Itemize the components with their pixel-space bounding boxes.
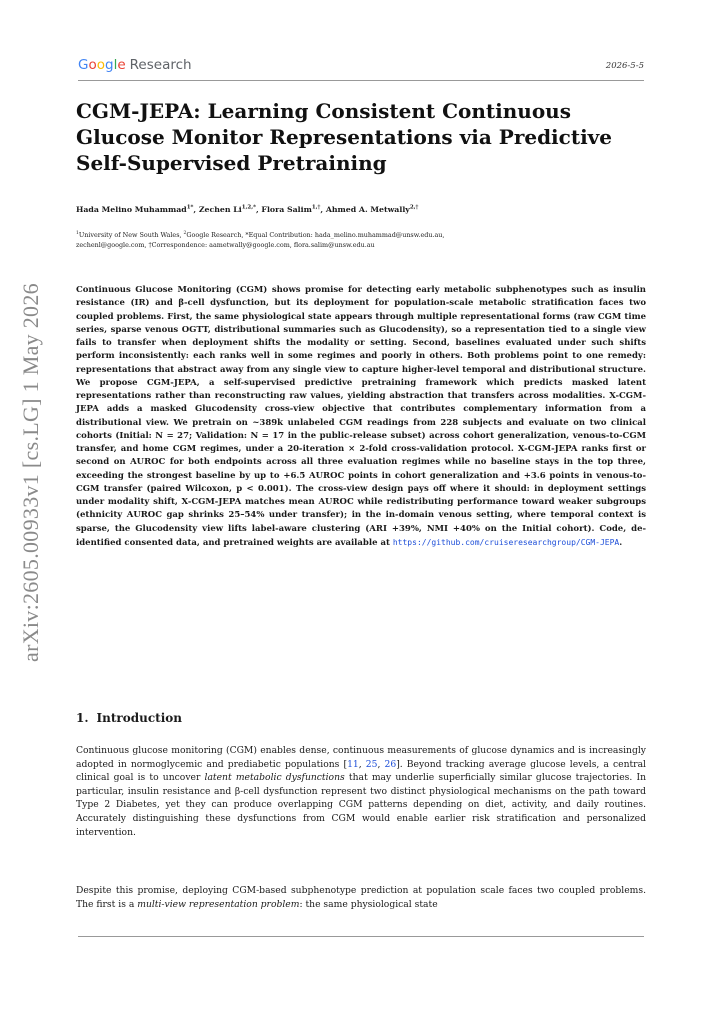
author-name: Ahmed A. Metwally [325, 205, 410, 214]
page-header [78, 55, 644, 79]
author-name: Flora Salim [261, 205, 312, 214]
arxiv-sidebar-stamp: arXiv:2605.00933v1 [cs.LG] 1 May 2026 [18, 283, 43, 662]
abstract: Continuous Glucose Monitoring (CGM) shows promise for detecting early metabolic subphenotypes such as insulin resistance (IR) and β-cell dysfunction, but its deployment for population-scale metabolic stratification faces two coupled problems. First, the same physiological state appears through multiple representational forms (raw CGM time series, sparse venous OGTT, distributional summaries such as Glucodensity), so a representation tied to a single view fails to transfer when deployment shifts the modality or setting. Second, baselines evaluated under such shifts perform inconsistently: each ranks well in some regimes and poorly in others. Both problems point to one remedy: representations that abstract away from any single view to capture higher-level temporal and distributional structure. We propose CGM-JEPA, a self-supervised predictive pretraining framework which predicts masked latent representations rather than reconstructing raw values, yielding abstraction that transfers across modalities. X-CGM-JEPA adds a masked Glucodensity cross-view objective that contributes complementary information from a distributional view. We pretrain on ~389k unlabeled CGM readings from 228 subjects and evaluate on two clinical cohorts (Initial: N = 27; Validation: N = 17 in the public-release subset) across cohort generalization, venous-to-CGM transfer, and home CGM regimes, under a 20-iteration × 2-fold cross-validation protocol. X-CGM-JEPA ranks first or second on AUROC for both endpoints across all three evaluation regimes while no baseline stays in the top three, exceeding the strongest baseline by up to +6.5 AUROC points in cohort generalization and +3.6 points in venous-to-CGM transfer (paired Wilcoxon, p < 0.001). The cross-view design pays off where it should: in deployment settings under modality shift, X-CGM-JEPA matches mean AUROC while redistributing performance toward weaker subgroups (ethnicity AUROC gap shrinks 25–54% under transfer); in the in-domain venous setting, where temporal context is sparse, the Glucodensity view lifts label-aware clustering (ARI +39%, NMI +40% on the Initial cohort). Code, de-identified consented data, and pretrained weights are available at https://github.com/cruiseresearchgroup/CGM-JEPA. [76, 285, 646, 548]
code-link[interactable]: https://github.com/cruiseresearchgroup/CGM-JEPA [392, 537, 620, 547]
author-name: Hada Melino Muhammad [76, 205, 187, 214]
header-rule [78, 80, 644, 81]
section-heading: 1. Introduction [76, 711, 182, 725]
intro-paragraph-2: Despite this promise, deploying CGM-based subphenotype prediction at population scale faces two coupled problems. The first is a multi-view representation problem: the same physiological state [76, 885, 646, 910]
citation-link[interactable]: 25 [365, 758, 378, 770]
google-research-logo: Google Research [78, 57, 192, 73]
publication-date: 2026-5-5 [605, 61, 644, 71]
footer-rule [78, 936, 644, 937]
citation-link[interactable]: 26 [384, 758, 397, 770]
affiliations: $^1$University of New South Wales, $^2$Google Research, *Equal Contribution: hada_melino.muhammad@unsw.edu.au, zechenl@google.com, †Correspondence: aametwally@google.com, flora.salim@unsw.edu.au [76, 230, 445, 249]
author-list: Hada Melino Muhammad$^{1*}$, Zechen $Li^{1,2,*}$, Flora Salim$^{1,\dagger}$, Ahmed A. Metwally$^{2,\dagger}$ [76, 204, 419, 214]
citation-link[interactable]: 11 [347, 758, 359, 770]
author-name: Zechen Li [198, 205, 242, 214]
intro-paragraph-1: Continuous glucose monitoring (CGM) enables dense, continuous measurements of glucose dynamics and is increasingly adopted in normoglycemic and prediabetic populations [11, 25, 26]. Beyond tracking average glucose levels, a central clinical goal is to uncover latent metabolic dysfunctions that may underlie superficially similar glucose trajectories. In particular, insulin resistance and β-cell dysfunction represent two distinct physiological mechanisms on the path toward Type 2 Diabetes, yet they can produce overlapping CGM patterns depending on diet, activity, and daily routines. Accurately distinguishing these dysfunctions from CGM would enable earlier risk stratification and personalized intervention. [76, 745, 646, 838]
paper-title: CGM-JEPA: Learning Consistent Continuous Glucose Monitor Representations via Predictive Self-Supervised Pretraining [76, 99, 613, 175]
